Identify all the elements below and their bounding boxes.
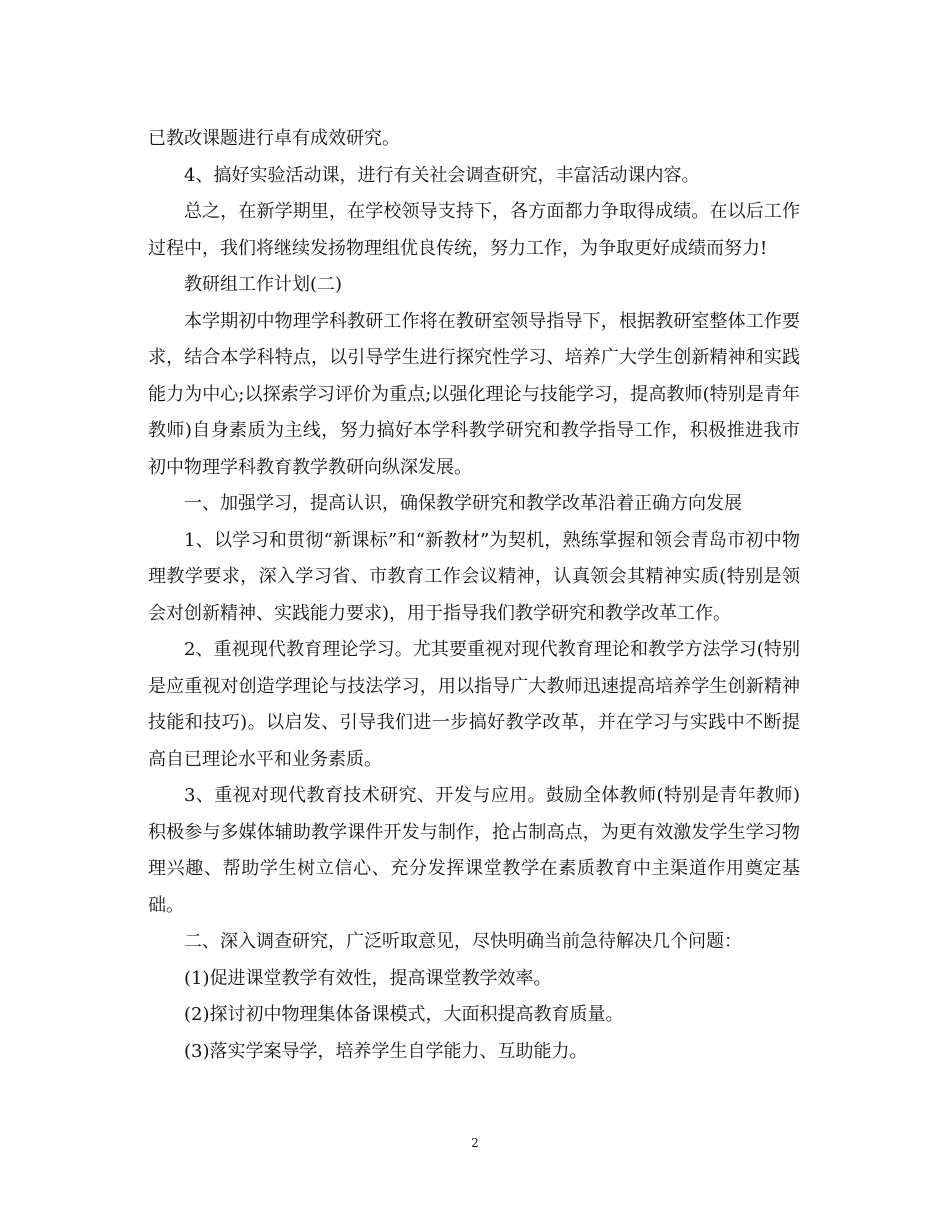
list-item-3: (3)落实学案导学，培养学生自学能力、互助能力。 bbox=[184, 1040, 588, 1062]
list-item-2: (2)探讨初中物理集体备课模式，大面积提高教育质量。 bbox=[184, 1004, 624, 1025]
paragraph-continuation: 已教改课题进行卓有成效研究。 bbox=[148, 128, 400, 149]
paragraph-point-2: 2、重视现代教育理论学习。尤其要重视对现代教育理论和教学方法学习(特别是应重视对创造学理论与技法学习，用以指导广大教师迅速提高培养学生创新精神技能和技巧)。以启发、引导我们进一步搞好教学改革，并在学习与实践中不断提高自已理论水平和业务素质。 bbox=[148, 639, 800, 770]
list-item-1: (1)促进课堂教学有效性，提高课堂教学效率。 bbox=[184, 967, 552, 989]
paragraph-intro: 本学期初中物理学科教研工作将在教研室领导指导下，根据教研室整体工作要求，结合本学科特点，以引导学生进行探究性学习、培养广大学生创新精神和实践能力为中心;以探索学习评价为重点;以强化理论与技能学习，提高教师(特别是青年教师)自身素质为主线，努力搞好本学科教学研究和教学指导工作，积极推进我市初中物理学科教育教学教研向纵深发展。 bbox=[148, 310, 800, 478]
section-heading: 教研组工作计划(二) bbox=[184, 274, 343, 295]
page-number: 2 bbox=[471, 1136, 479, 1150]
heading-section-one: 一、加强学习，提高认识，确保教学研究和教学改革沿着正确方向发展 bbox=[184, 493, 742, 514]
heading-section-two: 二、深入调查研究，广泛听取意见，尽快明确当前急待解决几个问题： bbox=[184, 931, 742, 952]
document-body bbox=[148, 121, 800, 1070]
paragraph-point-1: 1、以学习和贯彻“新课标”和“新教材”为契机，熟练掌握和领会青岛市初中物理教学要求，深入学习省、市教育工作会议精神，认真领会其精神实质(特别是领会对创新精神、实践能力要求)，用于指导我们教学研究和教学改革工作。 bbox=[148, 529, 800, 624]
paragraph-summary: 总之，在新学期里，在学校领导支持下，各方面都力争取得成绩。在以后工作过程中，我们将继续发扬物理组优良传统，努力工作，为争取更好成绩而努力! bbox=[148, 201, 800, 259]
paragraph-item-4: 4、搞好实验活动课，进行有关社会调查研究，丰富活动课内容。 bbox=[184, 164, 700, 186]
paragraph-point-3: 3、重视对现代教育技术研究、开发与应用。鼓励全体教师(特别是青年教师)积极参与多媒体辅助教学课件开发与制作，抢占制高点，为更有效激发学生学习物理兴趣、帮助学生树立信心、充分发挥课堂教学在素质教育中主渠道作用奠定基础。 bbox=[148, 785, 800, 916]
